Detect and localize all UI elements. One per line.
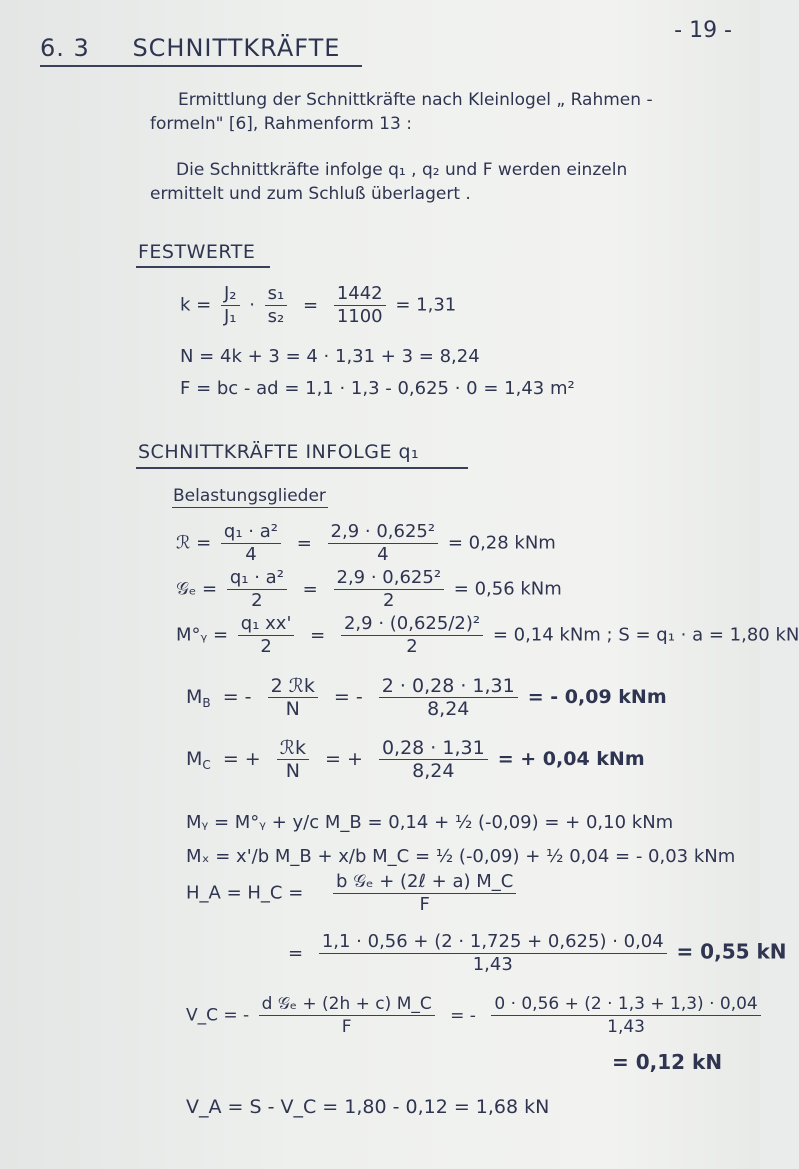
section-heading (40, 34, 340, 62)
intro-line-4: ermittelt und zum Schluß überlagert . (150, 184, 471, 204)
MB-result: = - 0,09 kNm (527, 686, 667, 708)
formula-VA: V_A = S - V_C = 1,80 - 0,12 = 1,68 kN (186, 1096, 550, 1118)
VC-result: = 0,12 kN (612, 1050, 723, 1074)
formula-HA-values: = $\frac{1,1 \cdot 0,56 + (2 \cdot 1,725 + 0,625) \cdot 0,04}{1,43}$ = 0,55 kN (288, 931, 787, 975)
formula-R: ℛ = $\frac{\text{q₁ · a²}}{4}$ = $\frac{\text{2,9 · 0,625²}}{4}$ = 0,28 kNm (176, 521, 556, 565)
belastungsglieder-underline (172, 507, 328, 508)
k-result: = 1,31 (395, 294, 457, 316)
fraction-k-values: $\frac{1442}{1100}$ (334, 284, 386, 327)
formula-Ge: 𝒢ₑ = $\frac{\text{q₁ · a²}}{2}$ = $\frac{\text{2,9 · 0,625²}}{2}$ = 0,56 kNm (176, 567, 562, 611)
formula-My: Mᵧ = M°ᵧ + y/c M_B = 0,14 + ½ (-0,09) = + 0,10 kNm (186, 812, 674, 833)
intro-line-2: formeln" [6], Rahmenform 13 : (150, 114, 412, 134)
formula-VC: V_C = - $\frac{\text{d 𝒢ₑ + (2h + c) M\_C}}{F}$ = - $\frac{0 \cdot 0,56 + (2 \cdot 1,3 + 1,3) \cdot 0,04}{1,43}$ (186, 994, 765, 1037)
section-number: 6. 3 (40, 34, 90, 62)
fraction-s: $\frac{\text{s₁}}{\text{s₂}}$ (265, 284, 288, 327)
Ge-result: = 0,56 kNm (453, 578, 562, 600)
formula-HA: H_A = H_C = $\frac{\text{b 𝒢ₑ + (2ℓ + a) M\_C}}{F}$ (186, 872, 520, 915)
intro-line-3: Die Schnittkräfte infolge q₁ , q₂ und F werden einzeln (176, 160, 628, 180)
My0-result: = 0,14 kNm ; S = q₁ · a = 1,80 kN (492, 624, 799, 646)
R-result: = 0,28 kNm (447, 532, 556, 554)
section-title: SCHNITTKRÄFTE (132, 34, 341, 62)
k-lhs: k = (180, 294, 212, 316)
MC-result: = + 0,04 kNm (497, 748, 645, 770)
formula-MB: $M_B$ = - $\frac{\text{2 ℛk}}{N}$ = - $\frac{2 \cdot 0,28 \cdot 1,31}{8,24}$ = - 0,09 kNm (186, 675, 667, 720)
festwerte-heading: FESTWERTE (138, 241, 256, 263)
festwerte-underline (136, 266, 270, 268)
q1-heading-underline (136, 467, 468, 469)
belastungsglieder-label: Belastungsglieder (173, 486, 326, 506)
formula-Mx: Mₓ = x'/b M_B + x/b M_C = ½ (-0,09) + ½ 0,04 = - 0,03 kNm (186, 846, 736, 867)
formula-F: F = bc - ad = 1,1 · 1,3 - 0,625 · 0 = 1,43 m² (180, 378, 575, 399)
title-underline (40, 65, 362, 67)
HA-result: = 0,55 kN (676, 939, 787, 964)
formula-N: N = 4k + 3 = 4 · 1,31 + 3 = 8,24 (180, 346, 480, 367)
intro-line-1: Ermittlung der Schnittkräfte nach Kleinlogel „ Rahmen - (178, 90, 653, 110)
page-number: - 19 - (674, 18, 732, 43)
formula-k: k = $\frac{\text{J₂}}{\text{J₁}}$ · $\frac{\text{s₁}}{\text{s₂}}$ = $\frac{1442}{1100}$ = 1,31 (180, 283, 457, 327)
formula-MC: $M_C$ = + $\frac{\text{ℛk}}{N}$ = + $\frac{0,28 \cdot 1,31}{8,24}$ = + 0,04 kNm (186, 737, 645, 782)
q1-heading: SCHNITTKRÄFTE INFOLGE q₁ (138, 441, 420, 463)
formula-My0: M°ᵧ = $\frac{\text{q₁ xx'}}{2}$ = $\frac{\text{2,9 · (0,625/2)²}}{2}$ = 0,14 kNm ; S = q₁ · a = 1,80 kN (176, 613, 799, 657)
fraction-j: $\frac{\text{J₂}}{\text{J₁}}$ (221, 284, 240, 327)
